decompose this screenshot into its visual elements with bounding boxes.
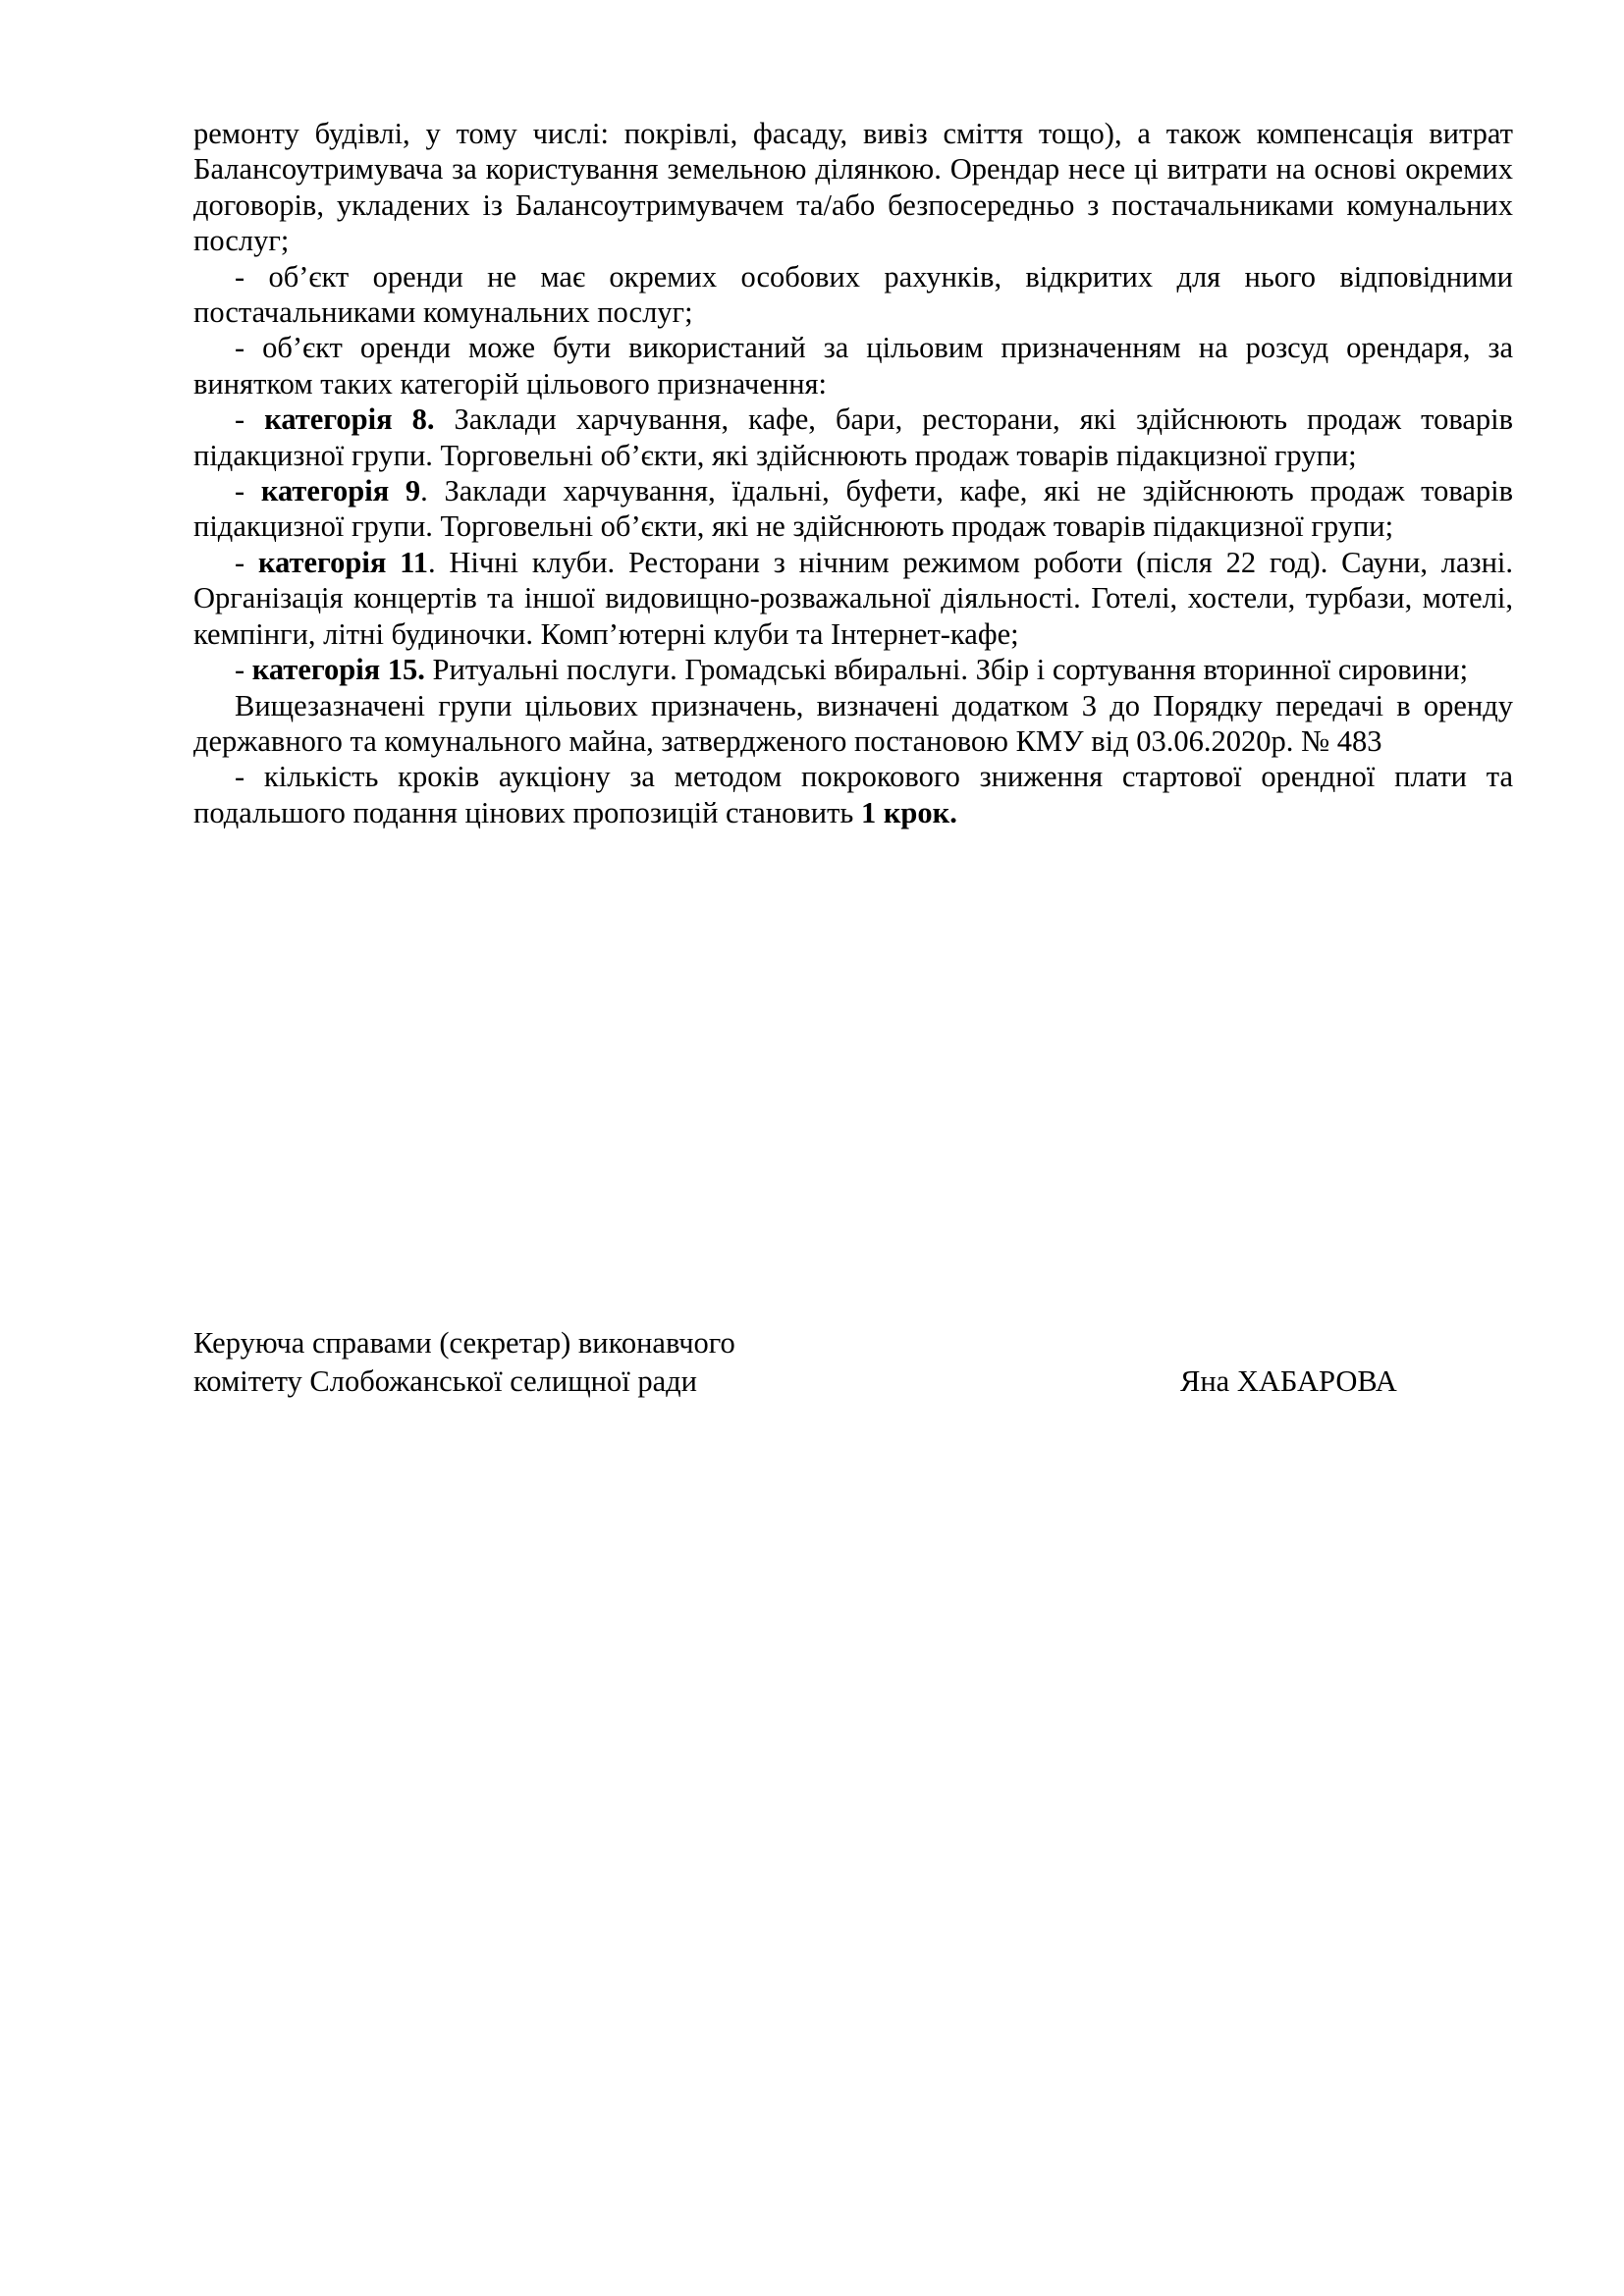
category-label: категорія 11 — [257, 545, 428, 579]
list-dash: - — [235, 653, 252, 687]
document-body — [193, 116, 1513, 830]
signatory-name: Яна ХАБАРОВА — [1180, 1364, 1397, 1398]
category-label: категорія 15. — [251, 653, 425, 687]
list-item-category-15 — [193, 652, 1513, 687]
paragraph-purpose-groups-reference: Вищезазначені групи цільових призначень, визначені додатком 3 до Порядку передачі в оренду державного та комунального майна, затвердженого постановою КМУ від 03.06.2020р. № 483 — [193, 688, 1513, 758]
signature-block — [193, 1324, 1421, 1401]
category-description: . Заклади харчування, їдальні, буфети, кафе, які не здійснюють продаж товарів підакцизної групи. Торговельні об’єкти, які не здійснюють продаж товарів підакцизної групи; — [193, 474, 1513, 544]
paragraph-utilities-costs: ремонту будівлі, у тому числі: покрівлі, фасаду, вивіз сміття тощо), а також компенсація витрат Балансоутримувача за користування земельною ділянкою. Орендар несе ці витрати на основі окремих договорів, укладених із Балансоутримувачем та/або безпосередньо з постачальниками комунальних послуг; — [193, 117, 1513, 258]
list-item-category-11 — [193, 545, 1513, 652]
auction-steps-text: - кількість кроків аукціону за методом покрокового зниження стартової орендної плати та подальшого подання цінових пропозицій становить — [193, 760, 1513, 829]
signature-position-line-2: комітету Слобожанської селищної ради — [193, 1364, 697, 1398]
category-description: Заклади харчування, кафе, бари, ресторани, які здійснюють продаж товарів підакцизної групи. Торговельні об’єкти, які здійснюють продаж товарів підакцизної групи; — [193, 402, 1513, 472]
list-item-category-8 — [193, 401, 1513, 473]
list-dash: - — [235, 474, 261, 508]
list-item-category-9 — [193, 473, 1513, 545]
category-description: . Нічні клуби. Ресторани з нічним режимом роботи (після 22 год). Сауни, лазні. Організація концертів та іншої видовищно-розважальної діяльності. Готелі, хостели, турбази, мотелі, кемпінги, літні будиночки. Комп’ютерні клуби та Інтернет-кафе; — [193, 545, 1513, 651]
category-description: Ритуальні послуги. Громадські вбиральні. Збір і сортування вторинної сировини; — [424, 653, 1469, 687]
list-dash: - — [235, 402, 265, 437]
category-label: категорія 9 — [260, 474, 421, 508]
paragraph-purpose-exceptions: - об’єкт оренди може бути використаний за цільовим призначенням на розсуд орендаря, за винятком таких категорій цільового призначення: — [193, 331, 1513, 400]
list-dash: - — [235, 545, 258, 579]
paragraph-auction-steps — [193, 759, 1513, 830]
signature-position-line-1: Керуюча справами (секретар) виконавчого — [193, 1326, 735, 1360]
category-label: категорія 8. — [264, 402, 435, 437]
auction-steps-count: 1 крок. — [860, 795, 957, 829]
paragraph-no-accounts: - об’єкт оренди не має окремих особових рахунків, відкритих для нього відповідними постачальниками комунальних послуг; — [193, 259, 1513, 330]
